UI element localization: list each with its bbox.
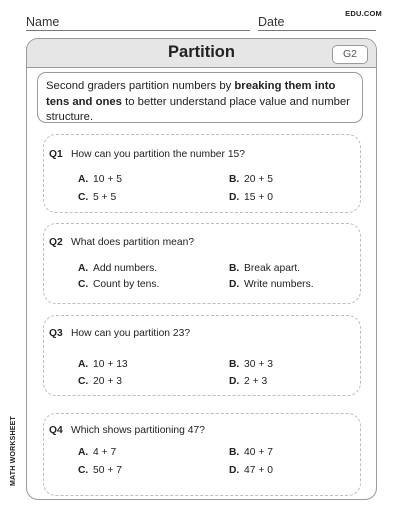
option-d[interactable] — [229, 192, 273, 203]
option-letter: D. — [229, 279, 240, 290]
worksheet-card — [26, 38, 377, 500]
option-letter: A. — [78, 263, 89, 274]
name-line — [26, 30, 250, 31]
intro-text-end: to better understand place value and number structure. — [46, 95, 350, 123]
option-letter: B. — [229, 174, 240, 185]
option-text: 30 + 3 — [244, 359, 273, 370]
option-text: 40 + 7 — [244, 447, 273, 458]
question-card-2 — [43, 223, 361, 304]
option-text: Count by tens. — [93, 279, 160, 290]
option-letter: D. — [229, 376, 240, 387]
brand-logo: EDU.COM — [345, 9, 382, 18]
option-letter: C. — [78, 279, 89, 290]
option-d[interactable] — [229, 465, 273, 476]
option-letter: A. — [78, 174, 89, 185]
question-text: What does partition mean? — [71, 237, 195, 248]
question-number: Q4 — [49, 425, 63, 436]
worksheet-title: Partition — [168, 43, 235, 61]
name-label: Name — [26, 15, 60, 29]
option-text: 10 + 5 — [93, 174, 122, 185]
option-c[interactable] — [78, 465, 122, 476]
option-text: 10 + 13 — [93, 359, 128, 370]
option-text: Break apart. — [244, 263, 301, 274]
option-letter: C. — [78, 192, 89, 203]
option-b[interactable] — [229, 174, 273, 185]
option-letter: D. — [229, 192, 240, 203]
option-text: Write numbers. — [244, 279, 314, 290]
intro-text-bold: breaking them into tens and ones — [46, 80, 336, 108]
option-d[interactable] — [229, 279, 314, 290]
question-text: How can you partition the number 15? — [71, 149, 246, 160]
option-text: 5 + 5 — [93, 192, 117, 203]
option-text: 15 + 0 — [244, 192, 273, 203]
option-letter: B. — [229, 447, 240, 458]
option-letter: C. — [78, 376, 89, 387]
option-a[interactable] — [78, 447, 116, 458]
question-number: Q1 — [49, 149, 63, 160]
option-text: Add numbers. — [93, 263, 158, 274]
question-card-3 — [43, 315, 361, 396]
option-a[interactable] — [78, 263, 157, 274]
question-card-1 — [43, 134, 361, 213]
option-d[interactable] — [229, 376, 267, 387]
option-letter: C. — [78, 465, 89, 476]
question-number: Q2 — [49, 237, 63, 248]
option-b[interactable] — [229, 359, 273, 370]
option-c[interactable] — [78, 376, 122, 387]
option-text: 4 + 7 — [93, 447, 117, 458]
option-text: 50 + 7 — [93, 465, 122, 476]
option-b[interactable] — [229, 263, 300, 274]
option-a[interactable] — [78, 174, 122, 185]
intro-text-start: Second graders partition numbers by — [46, 80, 235, 92]
grade-badge: G2 — [332, 45, 368, 64]
question-text: Which shows partitioning 47? — [71, 425, 205, 436]
option-text: 20 + 5 — [244, 174, 273, 185]
option-letter: B. — [229, 263, 240, 274]
title-bar — [27, 39, 376, 68]
date-line — [258, 30, 376, 31]
date-label: Date — [258, 15, 285, 29]
option-letter: D. — [229, 465, 240, 476]
intro-box — [37, 72, 363, 123]
option-letter: A. — [78, 359, 89, 370]
option-c[interactable] — [78, 279, 159, 290]
option-b[interactable] — [229, 447, 273, 458]
option-a[interactable] — [78, 359, 128, 370]
option-text: 2 + 3 — [244, 376, 268, 387]
question-text: How can you partition 23? — [71, 328, 191, 339]
option-c[interactable] — [78, 192, 116, 203]
option-text: 47 + 0 — [244, 465, 273, 476]
option-text: 20 + 3 — [93, 376, 122, 387]
math-worksheet-label: MATH WORKSHEET — [10, 416, 17, 486]
question-card-4 — [43, 413, 361, 496]
option-letter: A. — [78, 447, 89, 458]
option-letter: B. — [229, 359, 240, 370]
question-number: Q3 — [49, 328, 63, 339]
